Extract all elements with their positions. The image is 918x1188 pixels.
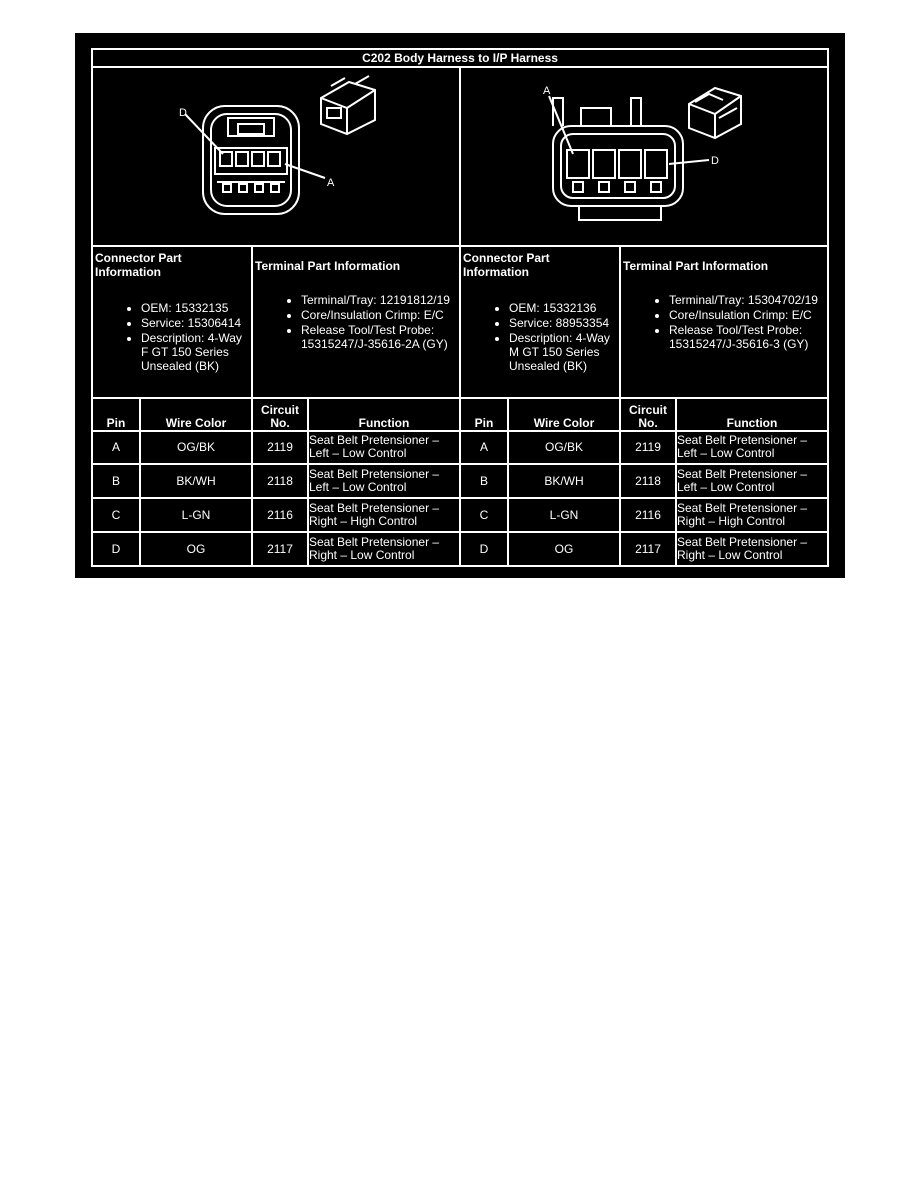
table-header-row (92, 398, 828, 431)
function-cell: Seat Belt Pretensioner – Left – Low Control (308, 431, 460, 465)
list-item: • Terminal/Tray: 12191812/19 (301, 293, 459, 307)
wire-color-cell: L-GN (508, 498, 620, 532)
left-terminal-info (252, 246, 460, 398)
male-connector-diagram (460, 67, 828, 245)
circuit-cell: 2118 (620, 464, 676, 498)
list-item: • OEM: 15332136 (509, 301, 619, 315)
list-item: • Terminal/Tray: 15304702/19 (669, 293, 827, 307)
circuit-cell: 2117 (252, 532, 308, 566)
wire-color-cell: BK/WH (508, 464, 620, 498)
circuit-cell: 2118 (252, 464, 308, 498)
column-header-wire-color: Wire Color (140, 398, 252, 431)
pin-cell: D (460, 532, 508, 566)
wire-color-cell: BK/WH (140, 464, 252, 498)
list-item: • Core/Insulation Crimp: E/C (301, 308, 459, 322)
column-header-circuit: Circuit No. (252, 398, 308, 431)
function-cell: Seat Belt Pretensioner – Left – Low Control (676, 431, 828, 465)
right-connector-info (460, 246, 620, 398)
list-item: • Service: 15306414 (141, 316, 251, 330)
column-header-wire-color: Wire Color (508, 398, 620, 431)
circuit-cell: 2117 (620, 532, 676, 566)
pin-a-label: A (543, 85, 551, 98)
column-header-circuit: Circuit No. (620, 398, 676, 431)
table-row (92, 464, 828, 498)
circuit-cell: 2119 (252, 431, 308, 465)
pin-a-label: A (327, 177, 335, 190)
function-cell: Seat Belt Pretensioner – Left – Low Control (308, 464, 460, 498)
pin-cell: D (92, 532, 140, 566)
list-item: • Release Tool/Test Probe: 15315247/J-35616-2A (GY) (301, 323, 459, 351)
function-cell: Seat Belt Pretensioner – Left – Low Control (676, 464, 828, 498)
table-row (92, 431, 828, 465)
pin-cell: C (460, 498, 508, 532)
female-connector-diagram (92, 67, 460, 245)
column-header-function: Function (308, 398, 460, 431)
male-connector-drawing (461, 68, 827, 240)
column-header-pin: Pin (460, 398, 508, 431)
list-item: • OEM: 15332135 (141, 301, 251, 315)
wire-color-cell: OG (140, 532, 252, 566)
wire-color-cell: OG (508, 532, 620, 566)
pin-cell: B (460, 464, 508, 498)
list-item: • Service: 88953354 (509, 316, 619, 330)
pin-d-label: D (711, 155, 719, 168)
section-heading: Terminal Part Information (255, 258, 401, 273)
left-connector-info (92, 246, 252, 398)
column-header-pin: Pin (92, 398, 140, 431)
section-heading: Connector Part Information (95, 250, 182, 279)
pin-cell: A (460, 431, 508, 465)
pin-cell: A (92, 431, 140, 465)
column-header-function: Function (676, 398, 828, 431)
function-cell: Seat Belt Pretensioner – Right – Low Control (676, 532, 828, 566)
circuit-cell: 2119 (620, 431, 676, 465)
function-cell: Seat Belt Pretensioner – Right – High Control (676, 498, 828, 532)
wire-color-cell: OG/BK (140, 431, 252, 465)
circuit-cell: 2116 (620, 498, 676, 532)
function-cell: Seat Belt Pretensioner – Right – Low Control (308, 532, 460, 566)
wire-color-cell: L-GN (140, 498, 252, 532)
table-row (92, 498, 828, 532)
list-item: • Description: 4-Way F GT 150 Series Unsealed (BK) (141, 331, 251, 373)
table-row (92, 532, 828, 566)
list-item: • Release Tool/Test Probe: 15315247/J-35616-3 (GY) (669, 323, 827, 351)
right-terminal-info (620, 246, 828, 398)
function-cell: Seat Belt Pretensioner – Right – High Control (308, 498, 460, 532)
page-title: C202 Body Harness to I/P Harness (92, 49, 828, 67)
connector-table (91, 48, 829, 567)
list-item: • Description: 4-Way M GT 150 Series Unsealed (BK) (509, 331, 619, 373)
circuit-cell: 2116 (252, 498, 308, 532)
pin-d-label: D (179, 107, 187, 120)
connector-sheet (75, 33, 845, 578)
section-heading: Connector Part Information (463, 250, 550, 279)
female-connector-drawing (93, 68, 459, 240)
pin-cell: C (92, 498, 140, 532)
list-item: • Core/Insulation Crimp: E/C (669, 308, 827, 322)
wire-color-cell: OG/BK (508, 431, 620, 465)
pin-cell: B (92, 464, 140, 498)
section-heading: Terminal Part Information (623, 258, 769, 273)
